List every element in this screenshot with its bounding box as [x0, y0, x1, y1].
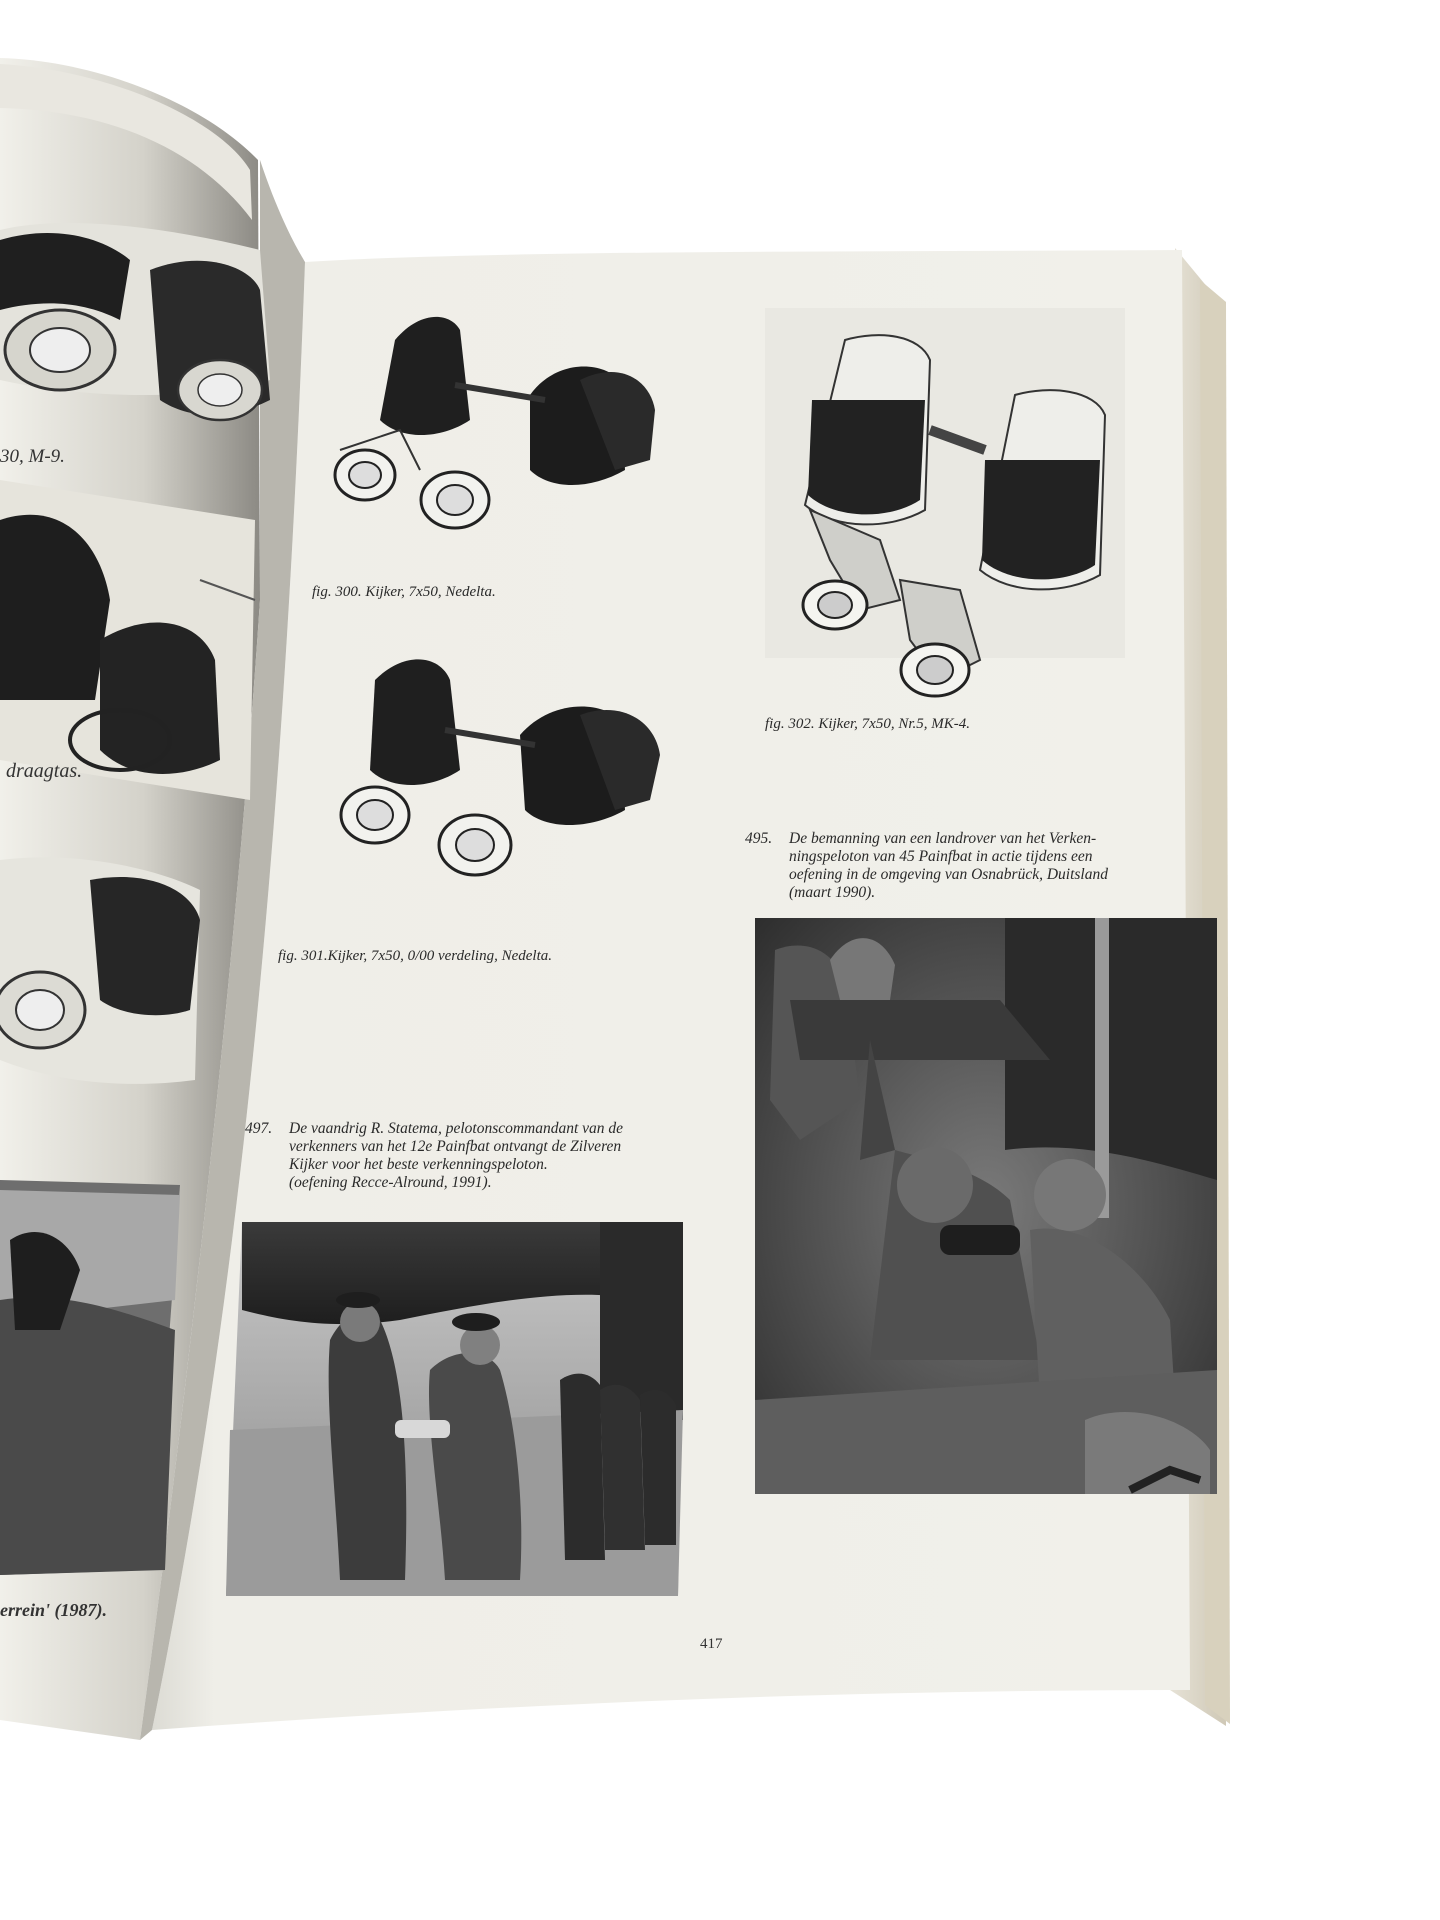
- caption-497-number: 497.: [245, 1120, 273, 1137]
- fig-301-caption: fig. 301.Kijker, 7x50, 0/00 verdeling, Nedelta.: [278, 948, 552, 964]
- page-number: 417: [700, 1636, 723, 1652]
- left-caption-fragment-1: 30, M-9.: [0, 446, 65, 467]
- caption-495-line: ningspeloton van 45 Painfbat in actie tijdens een: [789, 848, 1093, 865]
- caption-497-line: verkenners van het 12e Painfbat ontvangt de Zilveren: [289, 1138, 622, 1155]
- fig-302-drawing: [765, 308, 1125, 696]
- caption-497-line: (oefening Recce-Alround, 1991).: [289, 1174, 492, 1191]
- photo-495: [755, 918, 1217, 1494]
- fig-300-caption: fig. 300. Kijker, 7x50, Nedelta.: [312, 584, 496, 600]
- caption-495-line: De bemanning van een landrover van het Verken-: [789, 830, 1097, 847]
- photo-497: [226, 1222, 683, 1596]
- caption-495-line: (maart 1990).: [789, 884, 876, 901]
- left-caption-fragment-3: errein' (1987).: [0, 1600, 107, 1620]
- caption-497-line: Kijker voor het beste verkenningspeloton.: [289, 1156, 548, 1173]
- caption-495: [745, 830, 1169, 902]
- left-case-photo: [0, 480, 255, 800]
- left-field-photo: [0, 1180, 180, 1575]
- left-caption-fragment-2: draagtas.: [6, 760, 83, 782]
- caption-495-number: 495.: [745, 830, 773, 847]
- fig-302-caption: fig. 302. Kijker, 7x50, Nr.5, MK-4.: [765, 716, 970, 732]
- caption-497: [245, 1120, 684, 1192]
- left-binoculars-drawing-2: [0, 857, 200, 1084]
- caption-495-line: oefening in de omgeving van Osnabrück, Duitsland: [789, 866, 1108, 883]
- caption-497-line: De vaandrig R. Statema, pelotonscommandant van de: [289, 1120, 624, 1137]
